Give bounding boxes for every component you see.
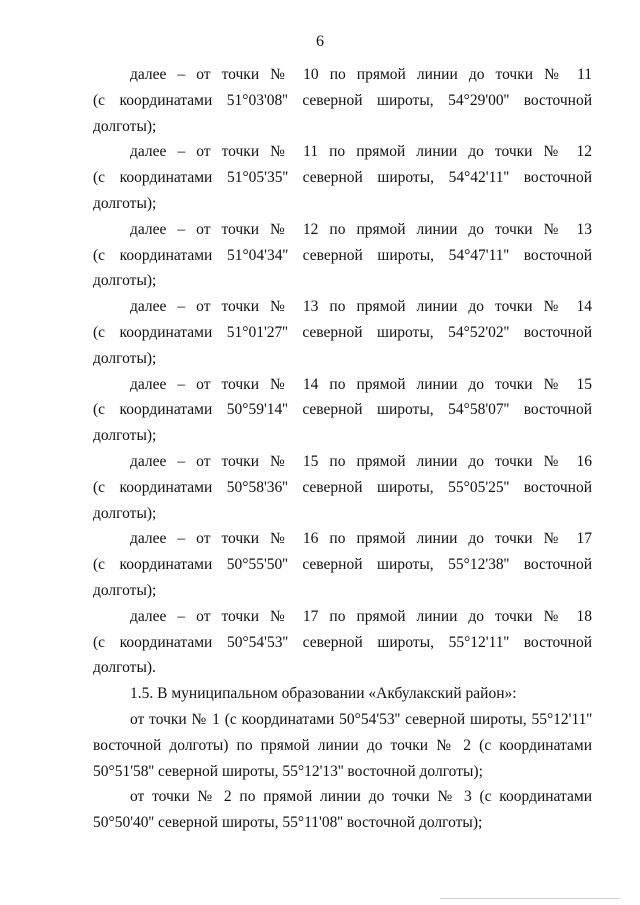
segment-line: долготы); (93, 504, 157, 522)
boundary-segment-17-18 (93, 604, 592, 681)
segment-line: (с координатами 51°01'27'' северной широты, 54°52'02'' восточной (93, 323, 592, 341)
scan-artifact-line (440, 898, 620, 899)
segment-line: (с координатами 51°03'08'' северной широты, 54°29'00'' восточной (93, 91, 592, 109)
segment-line: (с координатами 50°54'53'' северной широты, 55°12'11'' восточной (93, 633, 592, 651)
segment-line: долготы). (93, 659, 156, 677)
segment-line: долготы); (93, 427, 157, 445)
segment-line: (с координатами 50°59'14'' северной широты, 54°58'07'' восточной (93, 401, 592, 419)
segment-line: далее – от точки № 12 по прямой линии до точки № 13 (130, 220, 592, 238)
segment-line: далее – от точки № 10 по прямой линии до точки № 11 (130, 66, 592, 83)
paragraph-line: от точки № 2 по прямой линии до точки № 3 (с координатами (130, 788, 592, 806)
segment-line: далее – от точки № 15 по прямой линии до точки № 16 (130, 452, 592, 470)
boundary-segment-12-13 (93, 217, 592, 294)
segment-line: далее – от точки № 17 по прямой линии до точки № 18 (130, 607, 592, 625)
segment-line: долготы); (93, 194, 157, 212)
segment-line: далее – от точки № 14 по прямой линии до точки № 15 (130, 375, 592, 393)
section-heading: 1.5. В муниципальном образовании «Акбулакский район»: (130, 685, 517, 703)
paragraph-line: от точки № 1 (с координатами 50°54'53'' северной широты, 55°12'11'' (130, 710, 592, 728)
segment-line: долготы); (93, 272, 157, 290)
segment-line: (с координатами 50°55'50'' северной широты, 55°12'38'' восточной (93, 556, 592, 574)
segment-line: долготы); (93, 581, 157, 599)
segment-line: далее – от точки № 16 по прямой линии до точки № 17 (130, 530, 592, 548)
boundary-segment-15-16 (93, 449, 592, 526)
boundary-segment-13-14 (93, 294, 592, 371)
segment-line: долготы); (93, 117, 157, 135)
boundary-segment-14-15 (93, 372, 592, 449)
document-body (93, 62, 592, 836)
paragraph-line: 50°50'40'' северной широты, 55°11'08'' восточной долготы); (93, 814, 483, 832)
segment-line: (с координатами 50°58'36'' северной широты, 55°05'25'' восточной (93, 478, 592, 496)
segment-line: долготы); (93, 349, 157, 367)
segment-line: (с координатами 51°04'34'' северной широты, 54°47'11'' восточной (93, 246, 592, 264)
boundary-segment-11-12 (93, 139, 592, 216)
segment-line: далее – от точки № 11 по прямой линии до точки № 12 (130, 143, 592, 161)
boundary-segment-16-17 (93, 526, 592, 603)
section-paragraph-1 (93, 707, 592, 784)
boundary-segment-10-11 (93, 62, 592, 139)
segment-line: далее – от точки № 13 по прямой линии до точки № 14 (130, 298, 592, 316)
paragraph-line: 50°51'58'' северной широты, 55°12'13'' восточной долготы); (93, 762, 483, 780)
section-paragraph-2 (93, 784, 592, 836)
page-number: 6 (316, 33, 324, 50)
paragraph-line: восточной долготы) по прямой линии до точки № 2 (с координатами (93, 736, 592, 754)
segment-line: (с координатами 51°05'35'' северной широты, 54°42'11'' восточной (93, 169, 592, 187)
